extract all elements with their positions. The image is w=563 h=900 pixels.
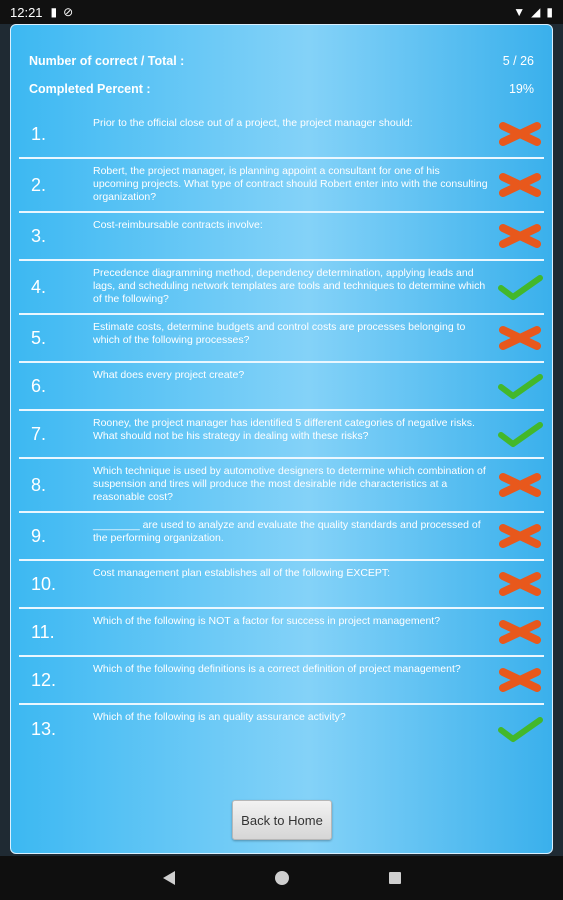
question-text: Which of the following is NOT a factor for success in project management? bbox=[93, 615, 441, 627]
question-text: Cost management plan establishes all of the following EXCEPT: bbox=[93, 567, 391, 579]
summary bbox=[11, 25, 552, 103]
nav-home-icon[interactable] bbox=[275, 871, 289, 885]
results-panel bbox=[10, 24, 553, 854]
result-mark bbox=[496, 569, 544, 599]
system-nav-bar bbox=[0, 856, 563, 900]
cross-icon bbox=[497, 665, 543, 695]
result-mark bbox=[496, 272, 544, 302]
cross-icon bbox=[497, 323, 543, 353]
question-number: 2. bbox=[31, 174, 47, 195]
check-icon bbox=[497, 371, 543, 401]
completed-percent-value: 19% bbox=[508, 82, 534, 96]
cross-icon bbox=[497, 221, 543, 251]
question-number: 3. bbox=[31, 225, 47, 246]
result-mark bbox=[496, 221, 544, 251]
question-row[interactable] bbox=[19, 561, 544, 609]
result-mark bbox=[496, 714, 544, 744]
correct-total-row bbox=[11, 47, 552, 75]
question-number: 7. bbox=[31, 423, 47, 444]
question-number: 13. bbox=[31, 718, 57, 739]
question-row[interactable] bbox=[19, 261, 544, 315]
question-row[interactable] bbox=[19, 513, 544, 561]
question-row[interactable] bbox=[19, 609, 544, 657]
question-number: 1. bbox=[31, 123, 47, 144]
sync-icon: ⊘ bbox=[63, 5, 74, 19]
question-row[interactable] bbox=[19, 657, 544, 705]
question-number: 6. bbox=[31, 375, 47, 396]
check-icon bbox=[497, 419, 543, 449]
back-to-home-button[interactable]: Back to Home bbox=[232, 800, 332, 840]
question-text: Which technique is used by automotive designers to determine which combination of suspension and tires will produce the most desirable ride characteristics at a reasonable cost? bbox=[93, 465, 486, 503]
check-icon bbox=[497, 272, 543, 302]
question-row[interactable] bbox=[19, 315, 544, 363]
question-text: Precedence diagramming method, dependency determination, applying leads and lags, and scheduling network templates are tools and techniques to determine which of the following? bbox=[93, 267, 486, 305]
question-row[interactable] bbox=[19, 111, 544, 159]
question-number: 11. bbox=[31, 621, 55, 642]
cross-icon bbox=[497, 521, 543, 551]
question-text: Robert, the project manager, is planning appoint a consultant for one of his upcoming projects. What type of contract should Robert enter into with the consulting organization? bbox=[93, 165, 488, 203]
question-row[interactable] bbox=[19, 459, 544, 513]
question-number: 5. bbox=[31, 327, 47, 348]
status-bar bbox=[0, 0, 563, 24]
question-row[interactable] bbox=[19, 363, 544, 411]
result-mark bbox=[496, 470, 544, 500]
question-text: Which of the following is an quality assurance activity? bbox=[93, 711, 346, 723]
question-number: 12. bbox=[31, 669, 57, 690]
sim-card-icon: ▮ bbox=[50, 5, 58, 19]
question-row[interactable] bbox=[19, 159, 544, 213]
completed-percent-row bbox=[11, 75, 552, 103]
question-text: Cost-reimbursable contracts involve: bbox=[93, 219, 263, 231]
correct-total-value: 5 / 26 bbox=[502, 54, 534, 68]
question-text: Rooney, the project manager has identified 5 different categories of negative risks. What should not be his strategy in dealing with these risks? bbox=[93, 417, 475, 442]
cross-icon bbox=[497, 617, 543, 647]
nav-back-icon[interactable] bbox=[163, 871, 175, 885]
question-text: Which of the following definitions is a correct definition of project management? bbox=[93, 663, 461, 675]
cross-icon bbox=[497, 170, 543, 200]
completed-percent-label: Completed Percent : bbox=[29, 82, 151, 96]
question-number: 10. bbox=[31, 573, 57, 594]
status-time: 12:21 bbox=[10, 4, 43, 20]
result-mark bbox=[496, 170, 544, 200]
cross-icon bbox=[497, 470, 543, 500]
result-mark bbox=[496, 521, 544, 551]
result-mark bbox=[496, 323, 544, 353]
battery-icon: ▮ bbox=[546, 5, 553, 19]
cross-icon bbox=[497, 569, 543, 599]
nav-recents-icon[interactable] bbox=[389, 872, 401, 884]
result-mark bbox=[496, 419, 544, 449]
question-text: Prior to the official close out of a project, the project manager should: bbox=[93, 117, 413, 129]
question-number: 4. bbox=[31, 276, 47, 297]
question-text: Estimate costs, determine budgets and control costs are processes belonging to which of the following processes? bbox=[93, 321, 466, 346]
question-number: 9. bbox=[31, 525, 47, 546]
check-icon bbox=[497, 714, 543, 744]
question-number: 8. bbox=[31, 474, 47, 495]
result-mark bbox=[496, 371, 544, 401]
cross-icon bbox=[497, 119, 543, 149]
result-mark bbox=[496, 665, 544, 695]
question-text: What does every project create? bbox=[93, 369, 245, 381]
question-row[interactable] bbox=[19, 705, 544, 753]
result-mark bbox=[496, 617, 544, 647]
result-mark bbox=[496, 119, 544, 149]
question-list bbox=[19, 111, 544, 753]
wifi-icon: ▼ bbox=[513, 5, 526, 19]
signal-icon: ◢ bbox=[531, 5, 541, 19]
status-right bbox=[513, 5, 553, 19]
question-row[interactable] bbox=[19, 411, 544, 459]
question-text: ________ are used to analyze and evaluate the quality standards and processed of the performing organization. bbox=[93, 519, 481, 544]
question-row[interactable] bbox=[19, 213, 544, 261]
correct-total-label: Number of correct / Total : bbox=[29, 54, 185, 68]
